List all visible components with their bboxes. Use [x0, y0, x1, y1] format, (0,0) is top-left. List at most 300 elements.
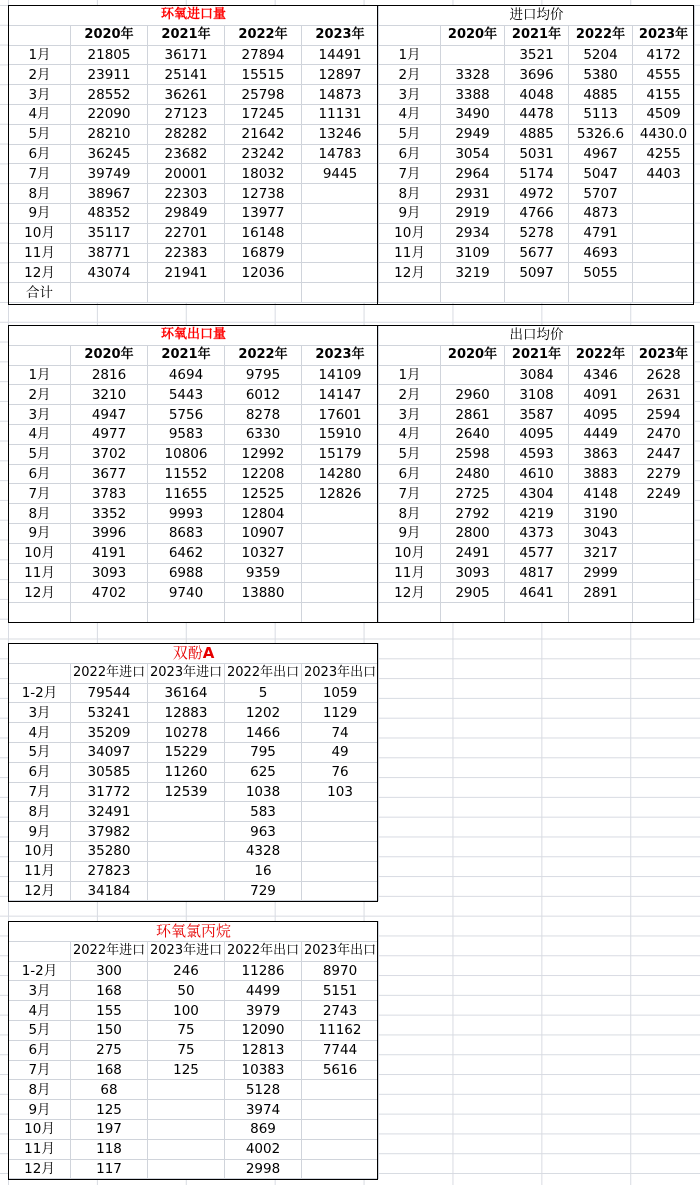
data-cell: 3490: [441, 104, 505, 124]
table-row: [9, 1100, 379, 1120]
data-cell: 4593: [505, 444, 569, 464]
data-cell: 75: [148, 1020, 225, 1040]
data-cell: 4885: [569, 85, 633, 105]
table-row: [379, 104, 695, 124]
data-cell: 6988: [148, 563, 225, 583]
row-label: 11月: [9, 563, 71, 583]
column-header: [9, 25, 71, 45]
data-cell: 4694: [148, 365, 225, 385]
row-label: 11月: [379, 563, 441, 583]
data-cell: 2919: [441, 203, 505, 223]
table-row: [379, 603, 695, 623]
data-cell: 3979: [225, 1001, 302, 1021]
data-cell: 10327: [225, 543, 302, 563]
table-row: [9, 424, 379, 444]
data-cell: 35117: [71, 223, 148, 243]
data-cell: 68: [71, 1080, 148, 1100]
data-cell: 5: [225, 683, 302, 703]
data-cell: [148, 841, 225, 861]
data-cell: [302, 603, 379, 623]
data-cell: 12738: [225, 184, 302, 204]
row-label: 5月: [379, 124, 441, 144]
row-label: 2月: [379, 65, 441, 85]
title-row: [379, 6, 695, 26]
row-label: 6月: [379, 144, 441, 164]
data-cell: 12992: [225, 444, 302, 464]
data-cell: 3043: [569, 523, 633, 543]
data-cell: 16148: [225, 223, 302, 243]
table-row: [379, 263, 695, 283]
data-cell: 4403: [633, 164, 695, 184]
data-cell: 12826: [302, 484, 379, 504]
row-label: 9月: [379, 523, 441, 543]
data-cell: [302, 822, 379, 842]
data-cell: 11131: [302, 104, 379, 124]
data-cell: 13246: [302, 124, 379, 144]
data-cell: 38771: [71, 243, 148, 263]
data-cell: [148, 1139, 225, 1159]
data-cell: 11286: [225, 961, 302, 981]
data-cell: 14873: [302, 85, 379, 105]
data-cell: 3883: [569, 464, 633, 484]
data-cell: 12208: [225, 464, 302, 484]
data-cell: 75: [148, 1040, 225, 1060]
data-cell: 22383: [148, 243, 225, 263]
row-label: 10月: [379, 223, 441, 243]
table-title: 环氧出口量: [9, 326, 379, 346]
data-cell: 12036: [225, 263, 302, 283]
data-cell: 4430.0: [633, 124, 695, 144]
data-cell: [148, 603, 225, 623]
column-header: 2020年: [71, 25, 148, 45]
table-row: [9, 1040, 379, 1060]
data-cell: 12897: [302, 65, 379, 85]
column-header: 2021年: [505, 25, 569, 45]
row-label: 1月: [9, 365, 71, 385]
table-row: [9, 981, 379, 1001]
data-cell: 12090: [225, 1020, 302, 1040]
data-cell: 4172: [633, 45, 695, 65]
table-row: [9, 283, 379, 303]
row-label: 9月: [9, 1100, 71, 1120]
epoxy-import-price-table: [378, 5, 695, 303]
data-cell: 2249: [633, 484, 695, 504]
data-cell: 16: [225, 861, 302, 881]
data-cell: 13977: [225, 203, 302, 223]
table-row: [9, 45, 379, 65]
table-row: [9, 464, 379, 484]
data-cell: 3210: [71, 385, 148, 405]
data-cell: 14491: [302, 45, 379, 65]
table-row: [9, 365, 379, 385]
row-label: 6月: [9, 464, 71, 484]
table-row: [9, 405, 379, 425]
data-cell: 12525: [225, 484, 302, 504]
data-cell: 11552: [148, 464, 225, 484]
title-row: [9, 644, 379, 664]
data-cell: 4817: [505, 563, 569, 583]
data-cell: 2279: [633, 464, 695, 484]
data-cell: 9445: [302, 164, 379, 184]
data-cell: 4328: [225, 841, 302, 861]
data-cell: 4304: [505, 484, 569, 504]
data-cell: 4191: [71, 543, 148, 563]
data-cell: [633, 263, 695, 283]
data-cell: 4977: [71, 424, 148, 444]
data-cell: 168: [71, 1060, 148, 1080]
data-cell: 9740: [148, 583, 225, 603]
data-cell: 37982: [71, 822, 148, 842]
table-row: [379, 65, 695, 85]
data-cell: 14280: [302, 464, 379, 484]
data-cell: [302, 203, 379, 223]
data-cell: 14109: [302, 365, 379, 385]
column-header: 2021年: [148, 345, 225, 365]
column-header: [9, 941, 71, 961]
data-cell: [302, 1100, 379, 1120]
data-cell: 18032: [225, 164, 302, 184]
data-cell: 869: [225, 1119, 302, 1139]
row-label: 8月: [379, 504, 441, 524]
table-row: [9, 861, 379, 881]
table-row: [9, 563, 379, 583]
data-cell: 4873: [569, 203, 633, 223]
table-title: [9, 644, 379, 664]
row-label: 7月: [9, 1060, 71, 1080]
data-cell: 583: [225, 802, 302, 822]
row-label: 4月: [9, 723, 71, 743]
data-cell: 28282: [148, 124, 225, 144]
data-cell: 4885: [505, 124, 569, 144]
data-cell: 300: [71, 961, 148, 981]
data-cell: 729: [225, 881, 302, 901]
table-row: [379, 385, 695, 405]
data-cell: [302, 841, 379, 861]
data-cell: [302, 543, 379, 563]
data-cell: [148, 1080, 225, 1100]
data-cell: 2891: [569, 583, 633, 603]
data-cell: 25798: [225, 85, 302, 105]
data-cell: [633, 223, 695, 243]
row-label: 12月: [9, 263, 71, 283]
data-cell: 3219: [441, 263, 505, 283]
data-cell: 4499: [225, 981, 302, 1001]
data-cell: [302, 184, 379, 204]
row-label: 12月: [9, 881, 71, 901]
column-header: 2023年: [302, 25, 379, 45]
table-row: [9, 1060, 379, 1080]
data-cell: 48352: [71, 203, 148, 223]
table-row: [379, 223, 695, 243]
column-header: 2022年: [225, 345, 302, 365]
table-title: 环氧进口量: [9, 6, 379, 26]
data-cell: 168: [71, 981, 148, 1001]
row-label: 9月: [379, 203, 441, 223]
data-cell: 118: [71, 1139, 148, 1159]
data-cell: 79544: [71, 683, 148, 703]
data-cell: 5756: [148, 405, 225, 425]
column-header: 2021年: [505, 345, 569, 365]
data-cell: [302, 223, 379, 243]
data-cell: 3783: [71, 484, 148, 504]
data-cell: 36245: [71, 144, 148, 164]
data-cell: 6012: [225, 385, 302, 405]
table-row: [9, 164, 379, 184]
data-cell: 3521: [505, 45, 569, 65]
data-cell: 11655: [148, 484, 225, 504]
row-label: 4月: [379, 104, 441, 124]
table-row: [9, 65, 379, 85]
row-label: 5月: [9, 742, 71, 762]
data-cell: [505, 603, 569, 623]
table-title: 进口均价: [379, 6, 695, 26]
data-cell: 2628: [633, 365, 695, 385]
title-row: [9, 922, 379, 942]
table-row: [9, 1139, 379, 1159]
table-row: [9, 961, 379, 981]
data-cell: 4766: [505, 203, 569, 223]
data-cell: 11260: [148, 762, 225, 782]
data-cell: 117: [71, 1159, 148, 1179]
table-row: [379, 124, 695, 144]
row-label: 5月: [9, 124, 71, 144]
row-label: 7月: [379, 164, 441, 184]
data-cell: 4555: [633, 65, 695, 85]
row-label: 5月: [9, 1020, 71, 1040]
row-label: 7月: [9, 164, 71, 184]
row-label: 12月: [9, 1159, 71, 1179]
data-cell: 2960: [441, 385, 505, 405]
table-row: [9, 203, 379, 223]
data-cell: 28210: [71, 124, 148, 144]
data-cell: [633, 504, 695, 524]
row-label: 9月: [9, 203, 71, 223]
data-cell: 125: [71, 1100, 148, 1120]
data-cell: 49: [302, 742, 379, 762]
data-cell: 5380: [569, 65, 633, 85]
data-cell: 100: [148, 1001, 225, 1021]
data-cell: 15515: [225, 65, 302, 85]
data-cell: 12883: [148, 703, 225, 723]
table-row: [9, 243, 379, 263]
data-cell: 246: [148, 961, 225, 981]
data-cell: 10278: [148, 723, 225, 743]
row-label: 9月: [9, 523, 71, 543]
data-cell: 5151: [302, 981, 379, 1001]
column-header: [379, 345, 441, 365]
row-label: 12月: [379, 263, 441, 283]
header-row: [379, 345, 695, 365]
data-cell: 15910: [302, 424, 379, 444]
data-cell: 1038: [225, 782, 302, 802]
data-cell: 38967: [71, 184, 148, 204]
data-cell: 1129: [302, 703, 379, 723]
header-row: [379, 25, 695, 45]
table-row: [9, 263, 379, 283]
data-cell: 10383: [225, 1060, 302, 1080]
row-label: 4月: [9, 424, 71, 444]
table-row: [379, 405, 695, 425]
data-cell: [302, 243, 379, 263]
row-label: 7月: [9, 782, 71, 802]
data-cell: 36171: [148, 45, 225, 65]
table-row: [9, 723, 379, 743]
data-cell: [71, 283, 148, 303]
data-cell: [148, 861, 225, 881]
data-cell: 3974: [225, 1100, 302, 1120]
row-label: 8月: [379, 184, 441, 204]
column-header: 2023年进口: [148, 663, 225, 683]
data-cell: [148, 1159, 225, 1179]
column-header: 2022年进口: [71, 941, 148, 961]
data-cell: 4148: [569, 484, 633, 504]
data-cell: 76: [302, 762, 379, 782]
table-row: [9, 543, 379, 563]
data-cell: 8970: [302, 961, 379, 981]
table-row: [9, 124, 379, 144]
data-cell: 23242: [225, 144, 302, 164]
table-row: [9, 683, 379, 703]
data-cell: 5707: [569, 184, 633, 204]
data-cell: 2725: [441, 484, 505, 504]
column-header: 2020年: [71, 345, 148, 365]
data-cell: 10907: [225, 523, 302, 543]
data-cell: [569, 283, 633, 303]
table-title: 出口均价: [379, 326, 695, 346]
row-label: 12月: [9, 583, 71, 603]
header-row: [9, 345, 379, 365]
data-cell: 36164: [148, 683, 225, 703]
data-cell: [441, 45, 505, 65]
table-row: [379, 184, 695, 204]
column-header: 2023年进口: [148, 941, 225, 961]
table-row: [9, 1020, 379, 1040]
row-label: 10月: [9, 1119, 71, 1139]
data-cell: 16879: [225, 243, 302, 263]
row-label: 1月: [9, 45, 71, 65]
data-cell: 2491: [441, 543, 505, 563]
table-row: [9, 385, 379, 405]
data-cell: 3696: [505, 65, 569, 85]
data-cell: 12813: [225, 1040, 302, 1060]
data-cell: 2598: [441, 444, 505, 464]
data-cell: 34097: [71, 742, 148, 762]
data-cell: 2631: [633, 385, 695, 405]
epoxy-export-quantity-table: [8, 325, 379, 623]
data-cell: 4702: [71, 583, 148, 603]
data-cell: 8278: [225, 405, 302, 425]
bpa-trade-table: [8, 643, 379, 901]
table-row: [9, 184, 379, 204]
data-cell: 5097: [505, 263, 569, 283]
data-cell: [633, 603, 695, 623]
table-row: [379, 523, 695, 543]
row-label: 8月: [9, 184, 71, 204]
row-label: 6月: [9, 1040, 71, 1060]
data-cell: 4641: [505, 583, 569, 603]
data-cell: 23682: [148, 144, 225, 164]
table-row: [9, 144, 379, 164]
data-cell: 5055: [569, 263, 633, 283]
data-cell: [302, 263, 379, 283]
data-cell: [633, 283, 695, 303]
table-row: [9, 822, 379, 842]
row-label: 4月: [9, 104, 71, 124]
table-row: [9, 841, 379, 861]
epoxy-import-quantity-table: [8, 5, 379, 303]
data-cell: 4002: [225, 1139, 302, 1159]
data-cell: 625: [225, 762, 302, 782]
column-header: 2022年进口: [71, 663, 148, 683]
data-cell: 11162: [302, 1020, 379, 1040]
table-row: [9, 603, 379, 623]
data-cell: [302, 523, 379, 543]
column-header: 2023年: [633, 345, 695, 365]
data-cell: 10806: [148, 444, 225, 464]
data-cell: 43074: [71, 263, 148, 283]
data-cell: 21941: [148, 263, 225, 283]
row-label: 3月: [9, 85, 71, 105]
table-row: [9, 504, 379, 524]
data-cell: 15229: [148, 742, 225, 762]
title-row: [9, 326, 379, 346]
data-cell: [148, 881, 225, 901]
data-cell: 5047: [569, 164, 633, 184]
data-cell: 103: [302, 782, 379, 802]
data-cell: 12804: [225, 504, 302, 524]
table-row: [9, 583, 379, 603]
data-cell: 3109: [441, 243, 505, 263]
row-label: [379, 603, 441, 623]
data-cell: 14783: [302, 144, 379, 164]
data-cell: 4693: [569, 243, 633, 263]
data-cell: 3388: [441, 85, 505, 105]
column-header: 2020年: [441, 25, 505, 45]
data-cell: 5326.6: [569, 124, 633, 144]
table-row: [9, 1119, 379, 1139]
data-cell: [633, 184, 695, 204]
data-cell: [441, 365, 505, 385]
data-cell: 9795: [225, 365, 302, 385]
data-cell: 2861: [441, 405, 505, 425]
table-row: [379, 85, 695, 105]
row-label: 11月: [9, 861, 71, 881]
data-cell: 32491: [71, 802, 148, 822]
data-cell: 3863: [569, 444, 633, 464]
data-cell: 35209: [71, 723, 148, 743]
data-cell: [148, 802, 225, 822]
row-label: 8月: [9, 802, 71, 822]
row-label: 3月: [379, 405, 441, 425]
row-label: 6月: [9, 144, 71, 164]
row-label: 8月: [9, 1080, 71, 1100]
data-cell: 5616: [302, 1060, 379, 1080]
row-label: 1月: [379, 365, 441, 385]
data-cell: 50: [148, 981, 225, 1001]
data-cell: 2964: [441, 164, 505, 184]
table-row: [9, 703, 379, 723]
data-cell: 21805: [71, 45, 148, 65]
data-cell: 2998: [225, 1159, 302, 1179]
data-cell: 9583: [148, 424, 225, 444]
data-cell: 5443: [148, 385, 225, 405]
data-cell: 4346: [569, 365, 633, 385]
table-row: [9, 223, 379, 243]
data-cell: 4947: [71, 405, 148, 425]
row-label: 11月: [379, 243, 441, 263]
row-label: 1-2月: [9, 961, 71, 981]
data-cell: 150: [71, 1020, 148, 1040]
